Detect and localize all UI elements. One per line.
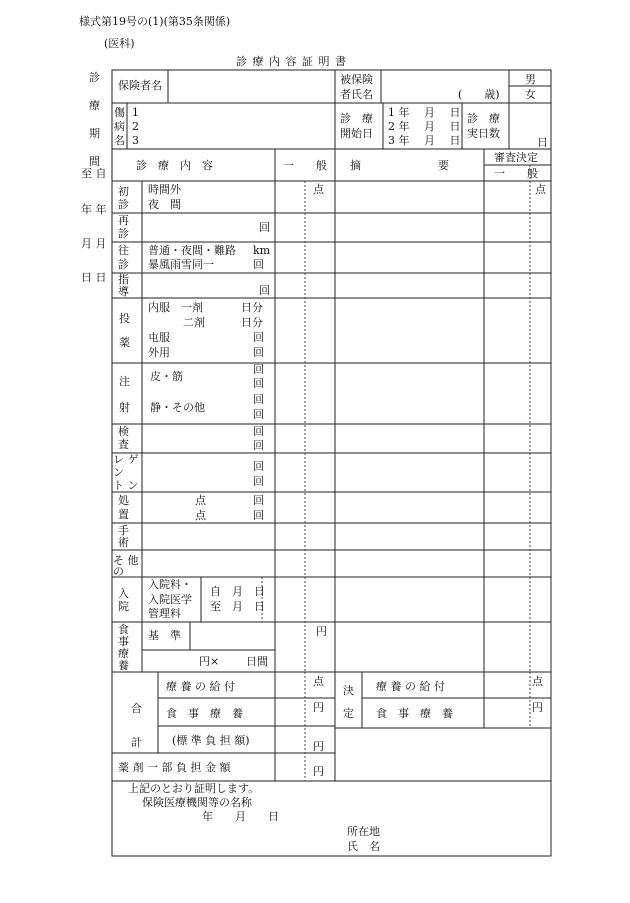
sonota-label-b: の [113, 565, 124, 578]
chusha-label-1: 注 [119, 375, 130, 388]
shujutsu-label-2: 術 [118, 536, 129, 549]
nyuin-from-date[interactable]: 自 月 日 [210, 585, 265, 598]
disease-label-3: 名 [114, 134, 125, 147]
decision-ryoyo-unit-ten: 点 [532, 675, 543, 688]
side-label-day: 日 日 [81, 271, 107, 284]
disease-number-1: 1 [132, 106, 139, 119]
insured-name-label-2: 者氏名 [340, 88, 373, 101]
chusha-unit-kai-1: 回 [253, 363, 264, 376]
touyaku-tonpuku-unit: 回 [253, 331, 264, 344]
shido-unit-kai: 回 [259, 284, 270, 297]
shokuji-label-4: 養 [118, 659, 129, 672]
rentogen-label-b: ン [113, 466, 124, 479]
nyuin-fee-1: 入院料・ [148, 578, 192, 591]
shoshin-after-hours: 時間外 [148, 183, 181, 196]
address-label: 所在地 [347, 825, 380, 838]
col-review-header: 審査決定 [494, 151, 538, 164]
touyaku-oral-1-unit: 日分 [241, 301, 263, 314]
yakuzai-unit-yen: 円 [313, 765, 324, 778]
nyuin-label-1: 入 [118, 587, 129, 600]
touyaku-tonpuku: 屯服 [148, 331, 170, 344]
sonota-label-a: そ 他 [113, 554, 139, 567]
saishin-unit-kai: 回 [259, 221, 270, 234]
touyaku-oral-2: 二剤 [183, 316, 205, 329]
kensa-label-2: 査 [118, 438, 129, 451]
kensa-label-1: 検 [118, 425, 129, 438]
insurer-name-label: 保険者名 [118, 79, 162, 92]
shokuji-unit-yen: 円 [316, 625, 327, 638]
col-review-general-header: 一 般 [494, 167, 538, 180]
chusha-label-2: 射 [119, 401, 130, 414]
shoshin-label-2: 診 [118, 198, 129, 211]
shochi-label-1: 処 [118, 494, 129, 507]
shochi-ten-2: 点 [195, 509, 206, 522]
shoshin-label-1: 初 [118, 185, 129, 198]
certify-statement: 上記のとおり証明します。 [128, 782, 260, 795]
decision-shokuji-unit-yen: 円 [532, 701, 543, 714]
side-label-from-to: 至 自 [81, 167, 107, 180]
rentogen-label-c: ト ン [113, 479, 139, 492]
signer-name-label: 氏 名 [347, 840, 380, 853]
shokuji-kijun: 基 準 [148, 629, 181, 642]
total-hyojun-futan: (標 準 負 担 額) [172, 734, 250, 747]
male-option[interactable]: 男 [525, 73, 536, 86]
nyuin-fee-2: 入院医学 [148, 593, 192, 606]
side-label-ryo: 療 [89, 99, 100, 112]
kensa-unit-kai-2: 回 [253, 439, 264, 452]
certify-date[interactable]: 年 月 日 [202, 810, 279, 823]
touyaku-oral-1: 内服 一剤 [148, 301, 203, 314]
touyaku-external: 外用 [148, 346, 170, 359]
side-label-kan: 間 [89, 155, 100, 168]
day-unit: 日 [537, 136, 548, 149]
chusha-skin-muscle: 皮・筋 [150, 370, 183, 383]
side-label-month: 月 月 [81, 237, 107, 250]
disease-label-1: 傷 [114, 106, 125, 119]
start-date-1[interactable]: 1 年 月 日 [388, 106, 461, 119]
chusha-vein-other: 静・その他 [150, 401, 205, 414]
shochi-label-2: 置 [118, 508, 129, 521]
side-label-ki: 期 [89, 127, 100, 140]
shochi-unit-kai-1: 回 [253, 494, 264, 507]
chusha-unit-kai-4: 回 [253, 408, 264, 421]
disease-label-2: 病 [114, 120, 125, 133]
touyaku-label-1: 投 [119, 312, 130, 325]
chusha-unit-kai-3: 回 [253, 393, 264, 406]
nyuin-fee-3: 管理料 [148, 607, 181, 620]
col-summary-header: 摘 要 [350, 159, 449, 172]
general-unit-ten: 点 [313, 183, 324, 196]
institution-name-label: 保険医療機関等の名称 [142, 796, 252, 809]
col-content-header: 診 療 内 容 [136, 159, 213, 172]
start-date-label-1: 診 療 [340, 112, 373, 125]
start-date-label-2: 開始日 [340, 127, 373, 140]
oushin-storm: 暴風雨雪同一 [148, 258, 214, 271]
shujutsu-label-1: 手 [118, 524, 129, 537]
touyaku-oral-2-unit: 日分 [241, 316, 263, 329]
shoshin-night: 夜 間 [148, 198, 181, 211]
shokuji-yen-times: 円× [199, 655, 220, 668]
side-label-shin: 診 [89, 71, 100, 84]
oushin-normal-night: 普通・夜間・難路 [148, 244, 236, 257]
oushin-label-2: 診 [118, 258, 129, 271]
female-option[interactable]: 女 [525, 88, 536, 101]
insured-name-label-1: 被保険 [340, 73, 373, 86]
total-label-1: 合 [131, 702, 142, 715]
rentogen-unit-kai-1: 回 [253, 460, 264, 473]
actual-days-label-1: 診 療 [467, 112, 500, 125]
total-shokuji-ryoyo: 食 事 療 養 [166, 707, 243, 720]
kensa-unit-kai-1: 回 [253, 425, 264, 438]
total-ryoyo-kyufu: 療 養 の 給 付 [166, 680, 235, 693]
start-date-2[interactable]: 2 年 月 日 [388, 120, 461, 133]
rentogen-label-a: レ ゲ [113, 453, 139, 466]
saishin-label-1: 再 [118, 214, 129, 227]
total-hyojun-unit-yen: 円 [313, 740, 324, 753]
shochi-unit-kai-2: 回 [253, 509, 264, 522]
shokuji-label-2: 事 [118, 635, 129, 648]
rentogen-unit-kai-2: 回 [253, 475, 264, 488]
actual-days-label-2: 実日数 [467, 127, 500, 140]
start-date-3[interactable]: 3 年 月 日 [388, 134, 461, 147]
shochi-ten-1: 点 [195, 494, 206, 507]
yakuzai-copay-label: 薬 剤 一 部 負 担 金 額 [118, 761, 231, 774]
total-shokuji-unit-yen: 円 [313, 701, 324, 714]
form-title: 診 療 内 容 証 明 書 [236, 55, 347, 68]
shokuji-days: 日間 [246, 655, 268, 668]
shido-label-2: 導 [118, 285, 129, 298]
oushin-unit-kai: 回 [253, 258, 264, 271]
oushin-label-1: 往 [118, 244, 129, 257]
touyaku-external-unit: 回 [253, 346, 264, 359]
decision-label-1: 決 [343, 684, 354, 697]
touyaku-label-2: 薬 [119, 336, 130, 349]
col-general-header: 一 般 [283, 159, 327, 172]
decision-ryoyo-kyufu: 療 養 の 給 付 [376, 680, 445, 693]
shokuji-label-1: 食 [118, 623, 129, 636]
oushin-km: km [253, 244, 271, 257]
saishin-label-2: 診 [118, 227, 129, 240]
chusha-unit-kai-2: 回 [253, 377, 264, 390]
nyuin-to-date[interactable]: 至 月 日 [210, 600, 265, 613]
total-label-2: 計 [131, 736, 142, 749]
review-unit-ten: 点 [535, 183, 546, 196]
shido-label-1: 指 [118, 273, 129, 286]
age-field[interactable]: ( 歳) [458, 88, 500, 101]
medical-type: (医科) [104, 37, 135, 50]
nyuin-label-2: 院 [118, 600, 129, 613]
form-number: 様式第19号の(1)(第35条関係) [79, 15, 231, 28]
side-label-year: 年 年 [81, 203, 107, 216]
shokuji-label-3: 療 [118, 647, 129, 660]
decision-shokuji-ryoyo: 食 事 療 養 [376, 707, 453, 720]
disease-number-3: 3 [132, 134, 139, 147]
decision-label-2: 定 [343, 707, 354, 720]
total-ryoyo-unit-ten: 点 [313, 675, 324, 688]
disease-number-2: 2 [132, 120, 139, 133]
